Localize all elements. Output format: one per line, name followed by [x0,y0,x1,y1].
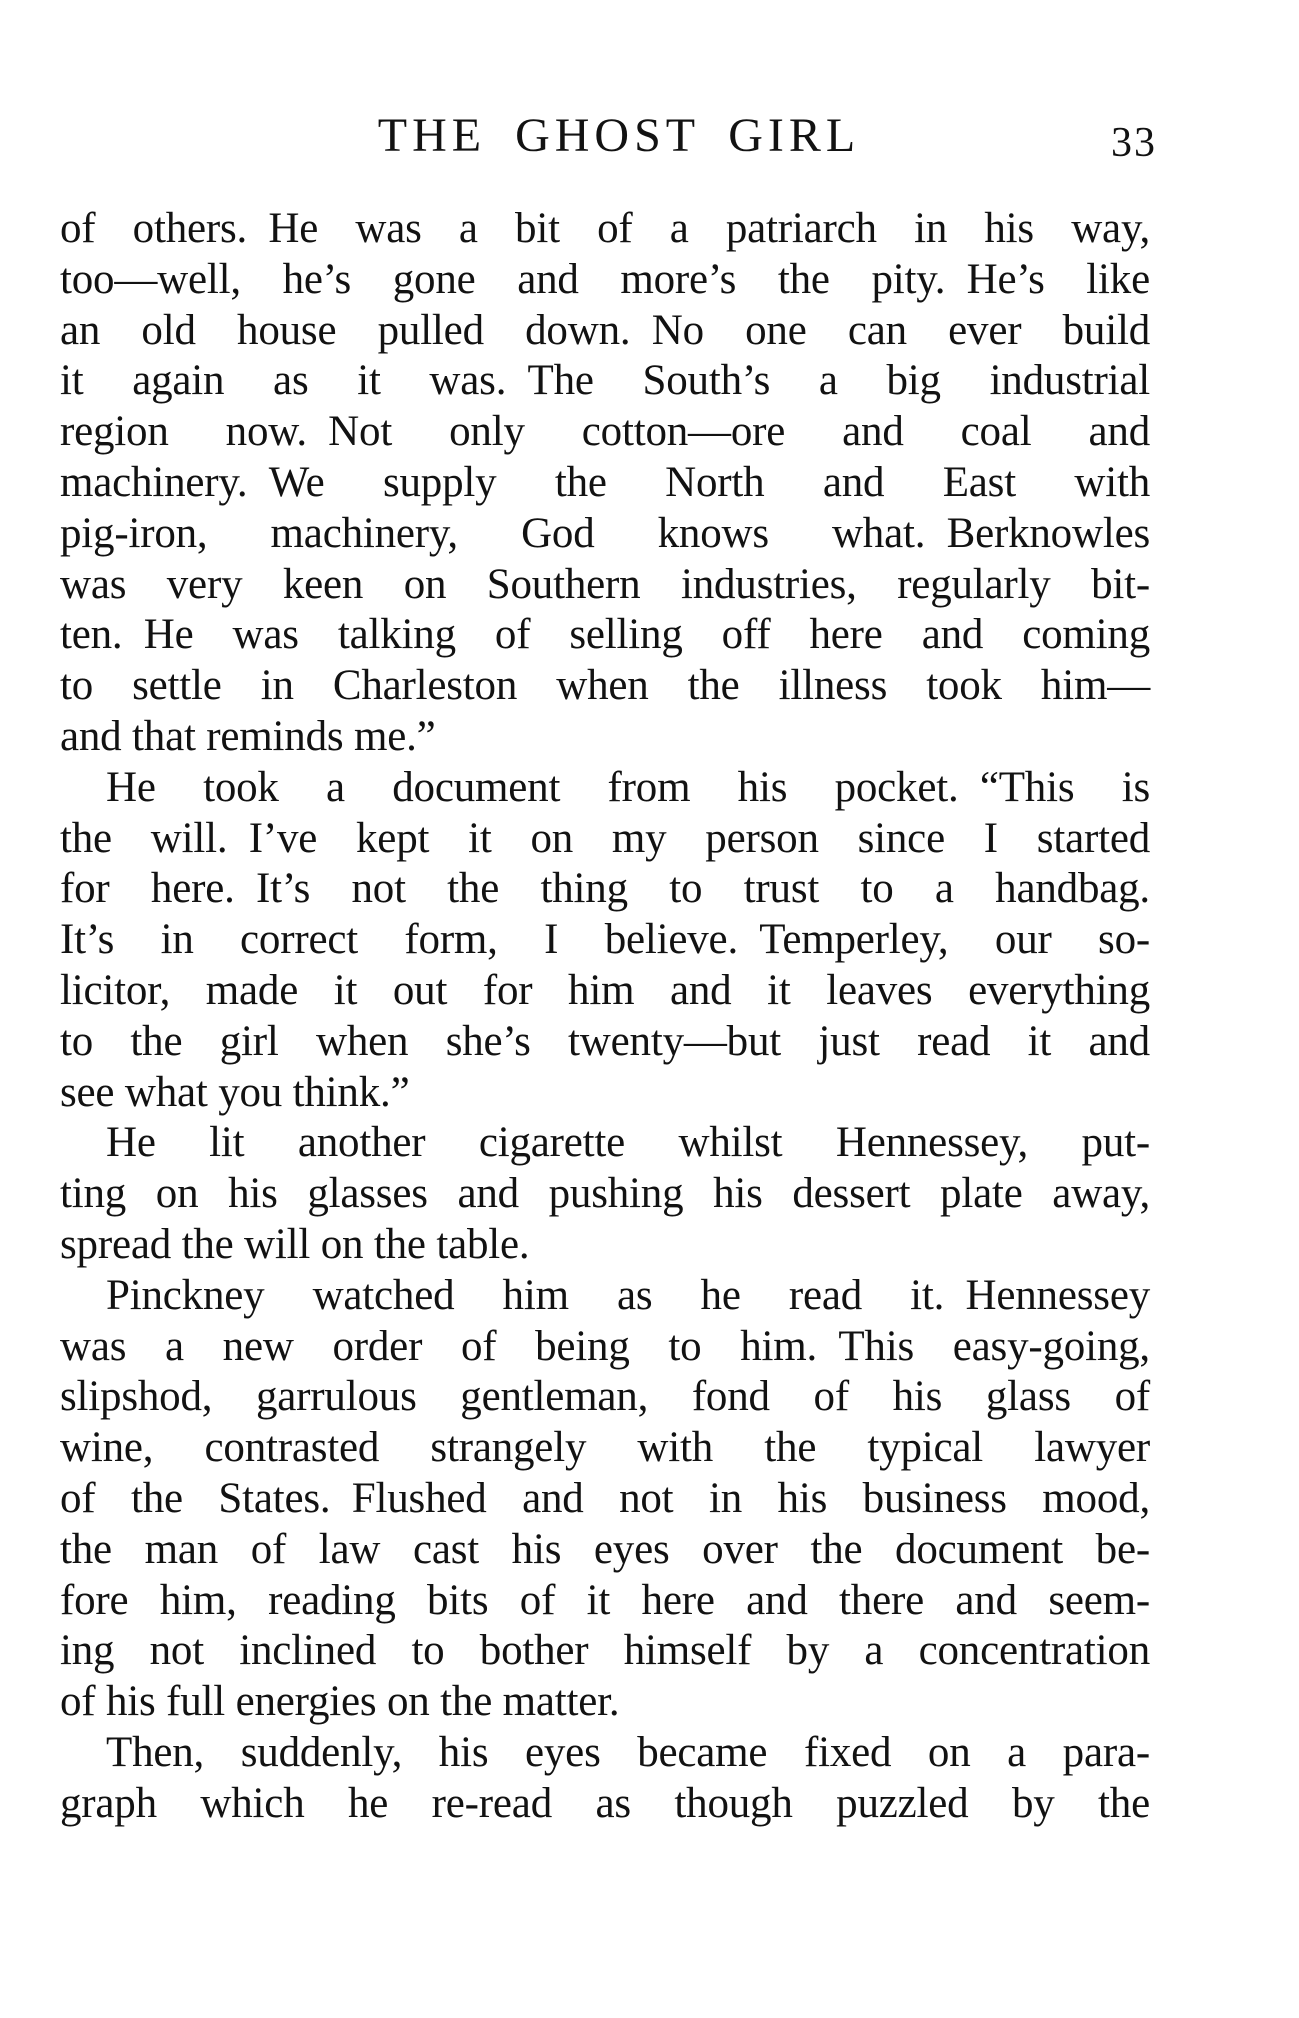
text-line: ten. He was talking of selling off here and coming [60,611,1150,659]
text-line: was a new order of being to him. This easy-going, [60,1322,1150,1370]
paragraph [60,1118,1150,1270]
text-line: of others. He was a bit of a patriarch in his way, [60,205,1150,252]
page-number: 33 [1111,120,1157,166]
text-line: ting on his glasses and pushing his dessert plate away, [60,1170,1150,1218]
text-line: graph which he re-read as though puzzled by the [60,1779,1150,1827]
text-line: He lit another cigarette whilst Hennessey, put- [106,1119,1150,1167]
text-line: see what you think.” [60,1068,410,1116]
text-line: of the States. Flushed and not in his business mood, [60,1474,1150,1522]
text-line: machinery. We supply the North and East with [60,458,1150,506]
text-line: fore him, reading bits of it here and there and seem- [60,1576,1150,1624]
page-header [60,109,1157,172]
text-line: an old house pulled down. No one can ever build [60,306,1150,354]
text-line: to settle in Charleston when the illness took him— [60,662,1150,710]
paragraph [60,204,1150,763]
paragraph [60,763,1150,1119]
paragraph [60,1728,1150,1830]
text-line: He took a document from his pocket. “This is [106,763,1150,811]
text-line: slipshod, garrulous gentleman, fond of his glass of [60,1373,1150,1421]
text-line: the will. I’ve kept it on my person since I started [60,814,1150,862]
page-body [60,204,1150,1830]
text-line: for here. It’s not the thing to trust to a handbag. [60,865,1150,913]
text-line: and that reminds me.” [60,712,436,760]
running-title: THE GHOST GIRL [377,109,861,162]
text-line: wine, contrasted strangely with the typical lawyer [60,1424,1150,1472]
text-line: region now. Not only cotton—ore and coal and [60,408,1150,456]
text-line: it again as it was. The South’s a big industrial [60,357,1150,405]
text-line: Then, suddenly, his eyes became fixed on a para- [106,1728,1150,1776]
paragraph [60,1271,1150,1728]
text-line: spread the will on the table. [60,1220,530,1268]
text-line: was very keen on Southern industries, regularly bit- [60,560,1150,608]
text-line: ing not inclined to bother himself by a concentration [60,1627,1150,1675]
text-line: too—well, he’s gone and more’s the pity. He’s like [60,255,1150,303]
text-line: It’s in correct form, I believe. Temperley, our so- [60,916,1150,964]
text-line: pig-iron, machinery, God knows what. Berknowles [60,509,1150,557]
text-line: of his full energies on the matter. [60,1678,620,1726]
text-line: Pinckney watched him as he read it. Hennessey [106,1271,1150,1319]
text-line: to the girl when she’s twenty—but just read it and [60,1017,1150,1065]
text-line: the man of law cast his eyes over the document be- [60,1525,1150,1573]
text-line: licitor, made it out for him and it leaves everything [60,966,1150,1014]
